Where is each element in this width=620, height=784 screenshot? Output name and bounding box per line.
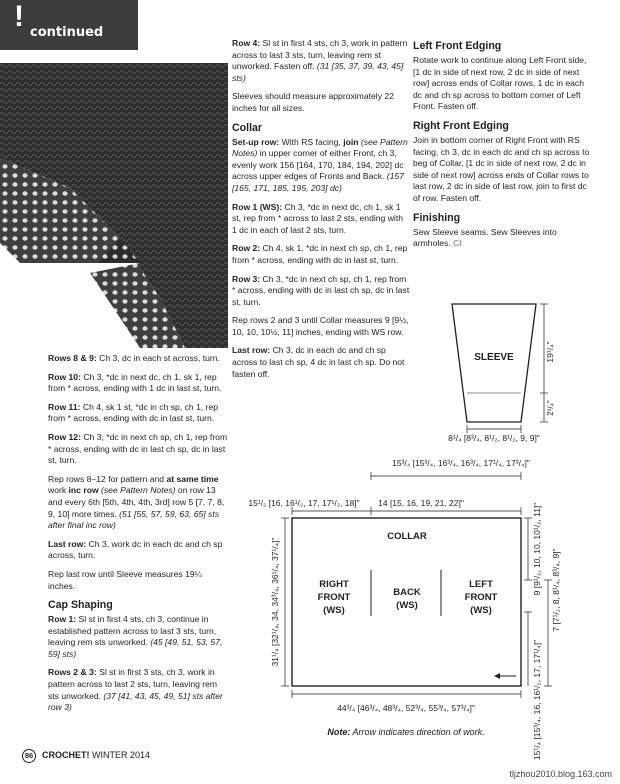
repeat-last: Rep last row until Sleeve measures 19¼ inches.	[48, 568, 202, 591]
instructions-column-1	[48, 353, 230, 721]
collar-label: COLLAR	[387, 531, 427, 542]
cap-shaping-heading: Cap Shaping	[48, 599, 113, 612]
collar-depth: 9 [9¹/₂, 10, 10, 10¹/₂, 11]"	[532, 502, 542, 596]
side-length: 15¹/₄ [15³/₄, 16, 16¹/₂, 17, 17¹/₄]"	[532, 639, 542, 761]
sleeve-width: 8¹/₄ [8³/₄, 8¹/₂, 8¹/₂, 9, 9]"	[448, 433, 540, 443]
sleeve-photo	[0, 63, 228, 348]
sleeve-height: 19¹/₄"	[545, 341, 555, 363]
right-front-label-3: (WS)	[323, 605, 345, 616]
arrow-note: Note: Arrow indicates direction of work.	[327, 727, 485, 737]
finishing-heading: Finishing	[413, 211, 461, 224]
back-label-2: (WS)	[396, 600, 418, 611]
repeat-rows: Rep rows 8–12 for pattern and at same time work inc row (see Pattern Notes) on row 13 and every 6th [5th, 4th, 4th, 3rd] row 5 [7, 7, 8, 9, 10] more times. (51 [55, 57, 59, 63, 65] sts after final inc row)	[48, 473, 225, 531]
last-row: Last row: Ch 3, work dc in each dc and ch sp across, turn.	[48, 538, 223, 561]
top-back-width: 14 [15, 16, 19, 21, 22]"	[378, 498, 464, 508]
row-11: Row 11: Ch 4, sk 1 st, *dc in ch sp, ch 1, rep from * across, ending with dc in last st, turn.	[48, 401, 219, 424]
cap-row-1: Row 1: Sl st in first 4 sts, ch 3, continue in established pattern across to last 3 sts, turn, leaving rem sts unworked. (45 [49, 51, 53, 57, 59] sts)	[48, 614, 223, 659]
back-label-1: BACK	[393, 587, 421, 598]
collar-repeat: Rep rows 2 and 3 until Collar measures 9 [9½, 10, 10, 10½, 11] inches, ending with WS row.	[232, 315, 409, 337]
armhole-depth: 7 [7¹/₂, 8, 8¹/₄, 8³/₄, 9]"	[551, 548, 561, 632]
section-tab	[0, 0, 138, 50]
alert-mark: !	[14, 0, 24, 33]
left-front-label-1: LEFT	[469, 579, 493, 590]
watermark: tljzhou2010.blog.163.com	[509, 769, 612, 779]
collar-row-2: Row 2: Ch 4, sk 1, *dc in next ch sp, ch 1, rep from * across, ending with dc in last st, turn.	[232, 243, 408, 265]
body-schematic	[248, 458, 561, 760]
bottom-width: 44³/₄ [46³/₄, 48³/₄, 52³/₄, 55³/₄, 57³/₄]"	[337, 703, 475, 713]
sleeve-label: SLEEVE	[474, 352, 514, 363]
instructions-column-2	[232, 38, 410, 387]
collar-setup-row: Set-up row: With RS facing, join (see Pattern Notes) in upper corner of either Front, ch 3, evenly work 156 [164, 170, 184, 194, 202] dc across upper edges of Fronts and Back. (157 [165, 171, 185, 195, 203] dc)	[232, 136, 408, 193]
collar-heading: Collar	[232, 121, 263, 134]
collar-row-1: Row 1 (WS): Ch 3, *dc in next dc, ch 1, sk 1 st, rep from * across to last 2 sts, ending with 1 dc in each of last 2 sts, turn.	[232, 201, 403, 235]
sleeve-length-note: Sleeves should measure approximately 22 inches for all sizes.	[232, 91, 394, 113]
left-front-edging-heading: Left Front Edging	[413, 40, 502, 52]
sleeve-cap: 2³/₄"	[546, 400, 555, 416]
row-10: Row 10: Ch 3, *dc in next dc, ch 1, sk 1, rep from * across, ending with 1 dc in last st, turn.	[48, 371, 222, 394]
page-footer	[22, 749, 150, 763]
finishing-text: Sew Sleeve seams. Sew Sleeves into armholes. CI	[413, 226, 557, 249]
right-front-label-2: FRONT	[317, 592, 351, 603]
collar-last-row: Last row: Ch 3, dc in each dc and ch sp across to last ch sp, 4 dc in last ch sp. Do not fasten off.	[232, 345, 405, 379]
right-front-edging-heading: Right Front Edging	[413, 119, 509, 132]
continued-label: continued	[30, 25, 104, 40]
rows-8-9: Rows 8 & 9: Ch 3, dc in each st across, turn.	[48, 353, 220, 363]
left-front-label-2: FRONT	[464, 592, 498, 603]
right-front-label-1: RIGHT	[319, 579, 349, 590]
end-mark: CI	[453, 238, 462, 249]
instructions-column-3	[413, 38, 593, 257]
left-front-label-3: (WS)	[470, 605, 492, 616]
right-front-edging-text: Join in bottom corner of Right Front with RS facing, ch 3, dc in each dc and ch sp across to beg of Collar, [1 dc in side of next row, 2 dc in side of next row] across ends of Collar rows to last row, 2 dc in side of last row, join to first dc of row. Fasten off.	[413, 134, 590, 203]
issue: WINTER 2014	[89, 750, 151, 760]
sleeve-schematic	[448, 304, 555, 443]
top-total: 15³/₄ [15³/₄, 16³/₄, 16³/₄, 17¹/₄, 17³/₄]"	[392, 458, 530, 468]
left-height: 31¹/₄ [32¹/₄, 34, 34³/₄, 36¹/₄, 37¹/₄]"	[270, 537, 280, 667]
cap-rows-2-3: Rows 2 & 3: Sl st in first 3 sts, ch 3, work in pattern across to last 2 sts, turn, leaving rem sts unworked. (37 [41, 43, 45, 49, 51] sts after row 3)	[48, 667, 223, 713]
page-number: 86	[22, 749, 36, 763]
row-12: Row 12: Ch 3, *dc in next ch sp, ch 1, rep from * across, ending with dc in last ch sp, dc in last st, turn.	[48, 431, 228, 466]
collar-row-3: Row 3: Ch 3, *dc in next ch sp, ch 1, rep from * across, ending with dc in last ch sp, dc in last st, turn.	[232, 273, 410, 307]
top-left-width: 15¹/₂ [16, 16¹/₂, 17, 17¹/₂, 18]"	[248, 498, 360, 508]
magazine-name: CROCHET!	[42, 750, 90, 760]
cap-row-4: Row 4: Sl st in first 4 sts, ch 3, work in pattern across to last 3 sts, turn, leaving rem st unworked. Fasten off. (31 [35, 37, 39, 43, 45] sts)	[232, 38, 408, 83]
left-front-edging-text: Rotate work to continue along Left Front side, [1 dc in side of next row, 2 dc in side of next row] across ends of Collar rows, 1 dc in each dc and ch sp across to bottom corner of Left Front. Fasten off.	[413, 55, 587, 112]
